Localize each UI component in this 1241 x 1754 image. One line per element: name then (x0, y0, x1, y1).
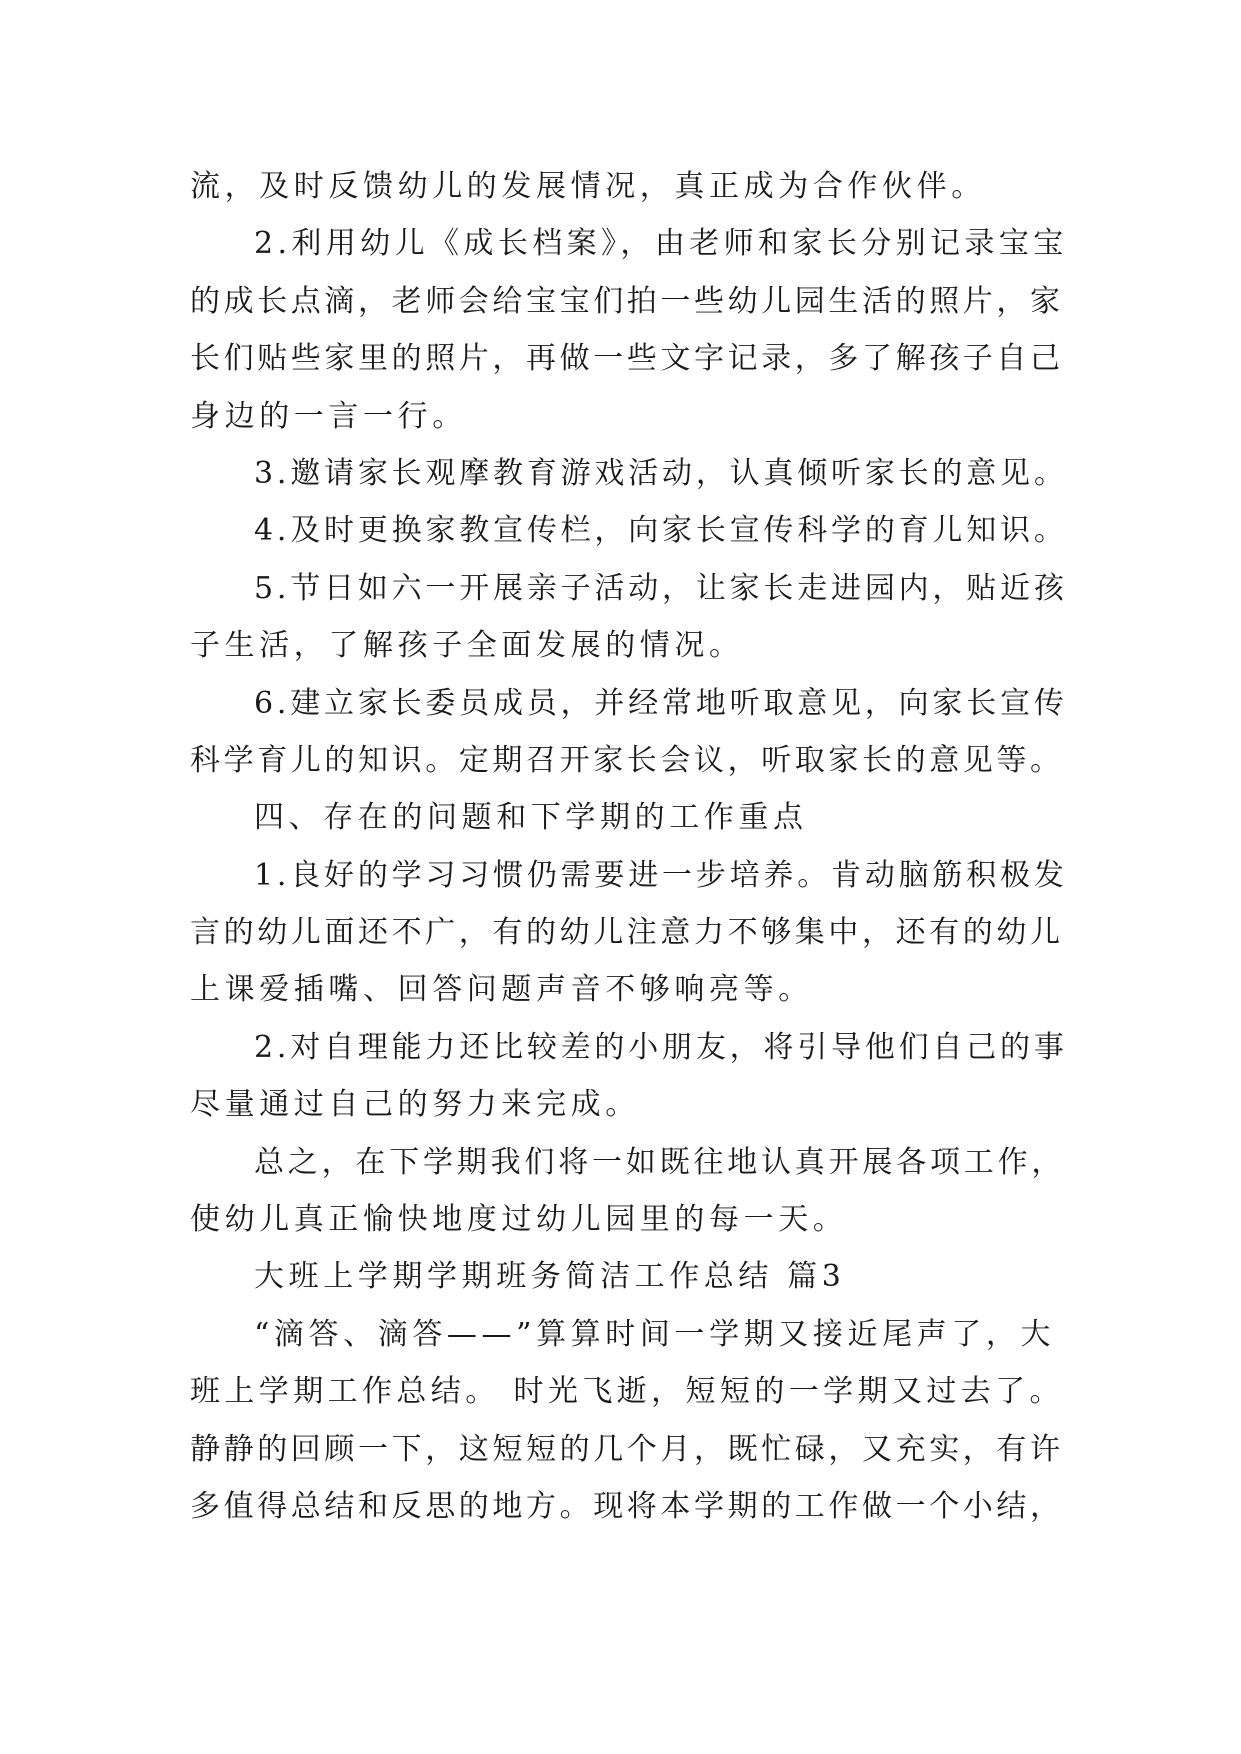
text-line: 科学育儿的知识。定期召开家长会议，听取家长的意见等。 (190, 742, 1064, 778)
text-line: 多值得总结和反思的地方。现将本学期的工作做一个小结， (190, 1488, 1064, 1524)
text-line: 3.邀请家长观摩教育游戏活动，认真倾听家长的意见。 (254, 455, 1068, 491)
text-line: 流，及时反馈幼儿的发展情况，真正成为合作伙伴。 (190, 169, 986, 204)
text-line: 身边的一言一行。 (190, 398, 467, 434)
text-line: 言的幼儿面还不广，有的幼儿注意力不够集中，还有的幼儿 (190, 915, 1064, 951)
text-line: 4.及时更换家教宣传栏，向家长宣传科学的育儿知识。 (254, 513, 1068, 549)
text-line: 5.节日如六一开展亲子活动，让家长走进园内，贴近孩 (254, 570, 1068, 606)
article-title: 大班上学期学期班务简洁工作总结 篇3 (254, 1259, 846, 1295)
text-line: 静静的回顾一下，这短短的几个月，既忙碌，又充实，有许 (190, 1431, 1064, 1467)
text-line: 子生活，了解孩子全面发展的情况。 (190, 628, 744, 664)
text-line: 上课爱插嘴、回答问题声音不够响亮等。 (190, 972, 813, 1008)
text-line: 的成长点滴，老师会给宝宝们拍一些幼儿园生活的照片，家 (190, 283, 1064, 319)
text-line: 6.建立家长委员成员，并经常地听取意见，向家长宣传 (254, 685, 1068, 721)
text-line: 2.利用幼儿《成长档案》，由老师和家长分别记录宝宝 (254, 226, 1068, 262)
text-line: 总之，在下学期我们将一如既往地认真开展各项工作， (254, 1144, 1066, 1180)
document-body (190, 158, 1068, 1535)
section-heading: 四、存在的问题和下学期的工作重点 (254, 800, 808, 836)
text-line: 尽量通过自己的努力来完成。 (190, 1087, 640, 1123)
text-line: 1.良好的学习习惯仍需要进一步培养。肯动脑筋积极发 (254, 857, 1068, 893)
text-line: “滴答、滴答——”算算时间一学期又接近尾声了，大 (254, 1316, 1056, 1352)
text-line: 长们贴些家里的照片，再做一些文字记录，多了解孩子自己 (190, 341, 1064, 377)
text-line: 使幼儿真正愉快地度过幼儿园里的每一天。 (190, 1202, 848, 1238)
text-line: 班上学期工作总结。 时光飞逝，短短的一学期又过去了。 (190, 1374, 1064, 1410)
text-line: 2.对自理能力还比较差的小朋友，将引导他们自己的事 (254, 1029, 1068, 1065)
